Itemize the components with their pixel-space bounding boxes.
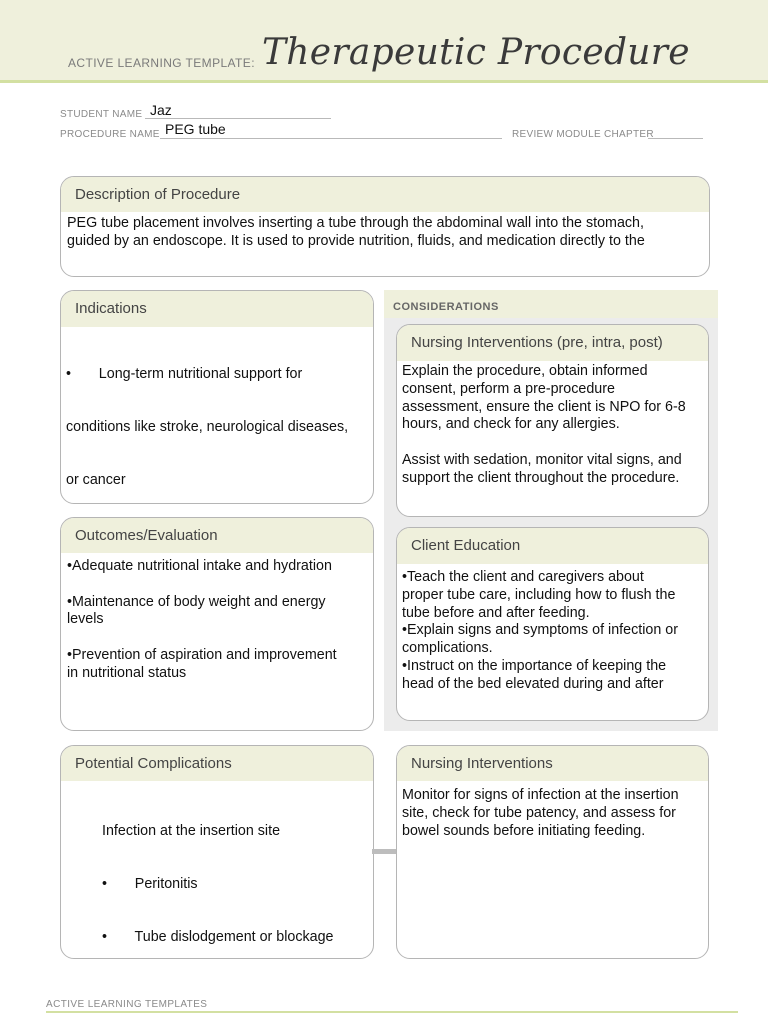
nursing-interventions-line: site, check for tube patency, and assess for xyxy=(402,804,676,821)
procedure-name-line xyxy=(160,138,502,139)
client-education-line: tube before and after feeding. xyxy=(402,604,590,621)
template-label: ACTIVE LEARNING TEMPLATE: xyxy=(68,56,255,70)
outcomes-line xyxy=(67,576,373,594)
student-name-label: STUDENT NAME xyxy=(60,109,143,120)
footer-rule xyxy=(46,1011,738,1013)
nursing-interventions-ppp-text[interactable] xyxy=(397,361,708,488)
review-module-label: REVIEW MODULE CHAPTER xyxy=(512,129,654,140)
indications-text[interactable] xyxy=(61,327,373,504)
considerations-label: CONSIDERATIONS xyxy=(393,301,499,313)
description-line: guided by an endoscope. It is used to provide nutrition, fluids, and medication directly to the xyxy=(67,232,645,249)
nursing-interventions-line: Monitor for signs of infection at the insertion xyxy=(402,787,679,803)
client-education-line: •Teach the client and caregivers about xyxy=(402,569,644,585)
client-education-line: head of the bed elevated during and after xyxy=(402,675,664,692)
client-education-line: •Instruct on the importance of keeping the xyxy=(402,657,667,674)
description-line: PEG tube placement involves inserting a tube through the abdominal wall into the stomach, xyxy=(67,215,644,231)
complications-text[interactable] xyxy=(61,781,373,959)
client-education-heading: Client Education xyxy=(397,528,708,564)
description-box xyxy=(60,176,710,277)
description-text[interactable] xyxy=(61,212,709,251)
complications-heading: Potential Complications xyxy=(61,746,373,781)
nursing-interventions-ppp-box xyxy=(396,324,709,517)
nursing-interventions-heading: Nursing Interventions xyxy=(397,746,708,781)
indications-heading: Indications xyxy=(61,291,373,327)
considerations-header xyxy=(384,290,718,318)
description-heading: Description of Procedure xyxy=(61,177,709,212)
outcomes-line: •Adequate nutritional intake and hydration xyxy=(67,558,332,574)
nursing-ppp-line: consent, perform a pre-procedure xyxy=(402,380,615,397)
outcomes-line: in nutritional status xyxy=(67,664,187,681)
client-education-text[interactable] xyxy=(397,564,708,694)
procedure-name-label: PROCEDURE NAME xyxy=(60,129,160,140)
nursing-ppp-line: Assist with sedation, monitor vital signs, and xyxy=(402,451,682,468)
indications-line: conditions like stroke, neurological diseases, xyxy=(66,418,349,435)
student-name-field[interactable]: Jaz xyxy=(150,102,172,118)
indications-line: • Long-term nutritional support for xyxy=(66,365,303,382)
nursing-ppp-line: Explain the procedure, obtain informed xyxy=(402,363,648,379)
nursing-interventions-box xyxy=(396,745,709,959)
nursing-interventions-ppp-heading: Nursing Interventions (pre, intra, post) xyxy=(397,325,708,361)
outcomes-text[interactable] xyxy=(61,553,373,683)
indications-box xyxy=(60,290,374,504)
page-title: Therapeutic Procedure xyxy=(262,32,690,73)
footer-label: ACTIVE LEARNING TEMPLATES xyxy=(46,999,208,1010)
client-education-box xyxy=(396,527,709,721)
review-module-field[interactable] xyxy=(648,138,703,139)
nursing-ppp-line: assessment, ensure the client is NPO for 6-8 xyxy=(402,398,686,415)
outcomes-heading: Outcomes/Evaluation xyxy=(61,518,373,553)
nursing-interventions-line: bowel sounds before initiating feeding. xyxy=(402,822,646,839)
client-education-line: complications. xyxy=(402,640,493,657)
nursing-ppp-line: support the client throughout the procedure. xyxy=(402,469,680,486)
client-education-line: proper tube care, including how to flush the xyxy=(402,586,676,603)
client-education-line: •Explain signs and symptoms of infection or xyxy=(402,622,678,639)
complications-line: • Tube dislodgement or blockage xyxy=(102,929,334,946)
outcomes-line: levels xyxy=(67,611,104,628)
student-name-line xyxy=(145,118,331,119)
indications-line: or cancer xyxy=(66,472,126,489)
complications-line: Infection at the insertion site xyxy=(102,822,281,839)
outcomes-line: •Maintenance of body weight and energy xyxy=(67,593,326,610)
outcomes-box xyxy=(60,517,374,731)
nursing-ppp-line xyxy=(402,434,708,452)
nursing-ppp-line: hours, and check for any allergies. xyxy=(402,416,620,433)
box-connector xyxy=(372,849,396,854)
outcomes-line: •Prevention of aspiration and improvement xyxy=(67,646,337,663)
page-header xyxy=(0,0,768,83)
complications-box xyxy=(60,745,374,959)
complications-line: • Peritonitis xyxy=(102,875,198,892)
nursing-interventions-text[interactable] xyxy=(397,781,708,840)
procedure-name-field[interactable]: PEG tube xyxy=(165,121,226,137)
outcomes-line xyxy=(67,629,373,647)
